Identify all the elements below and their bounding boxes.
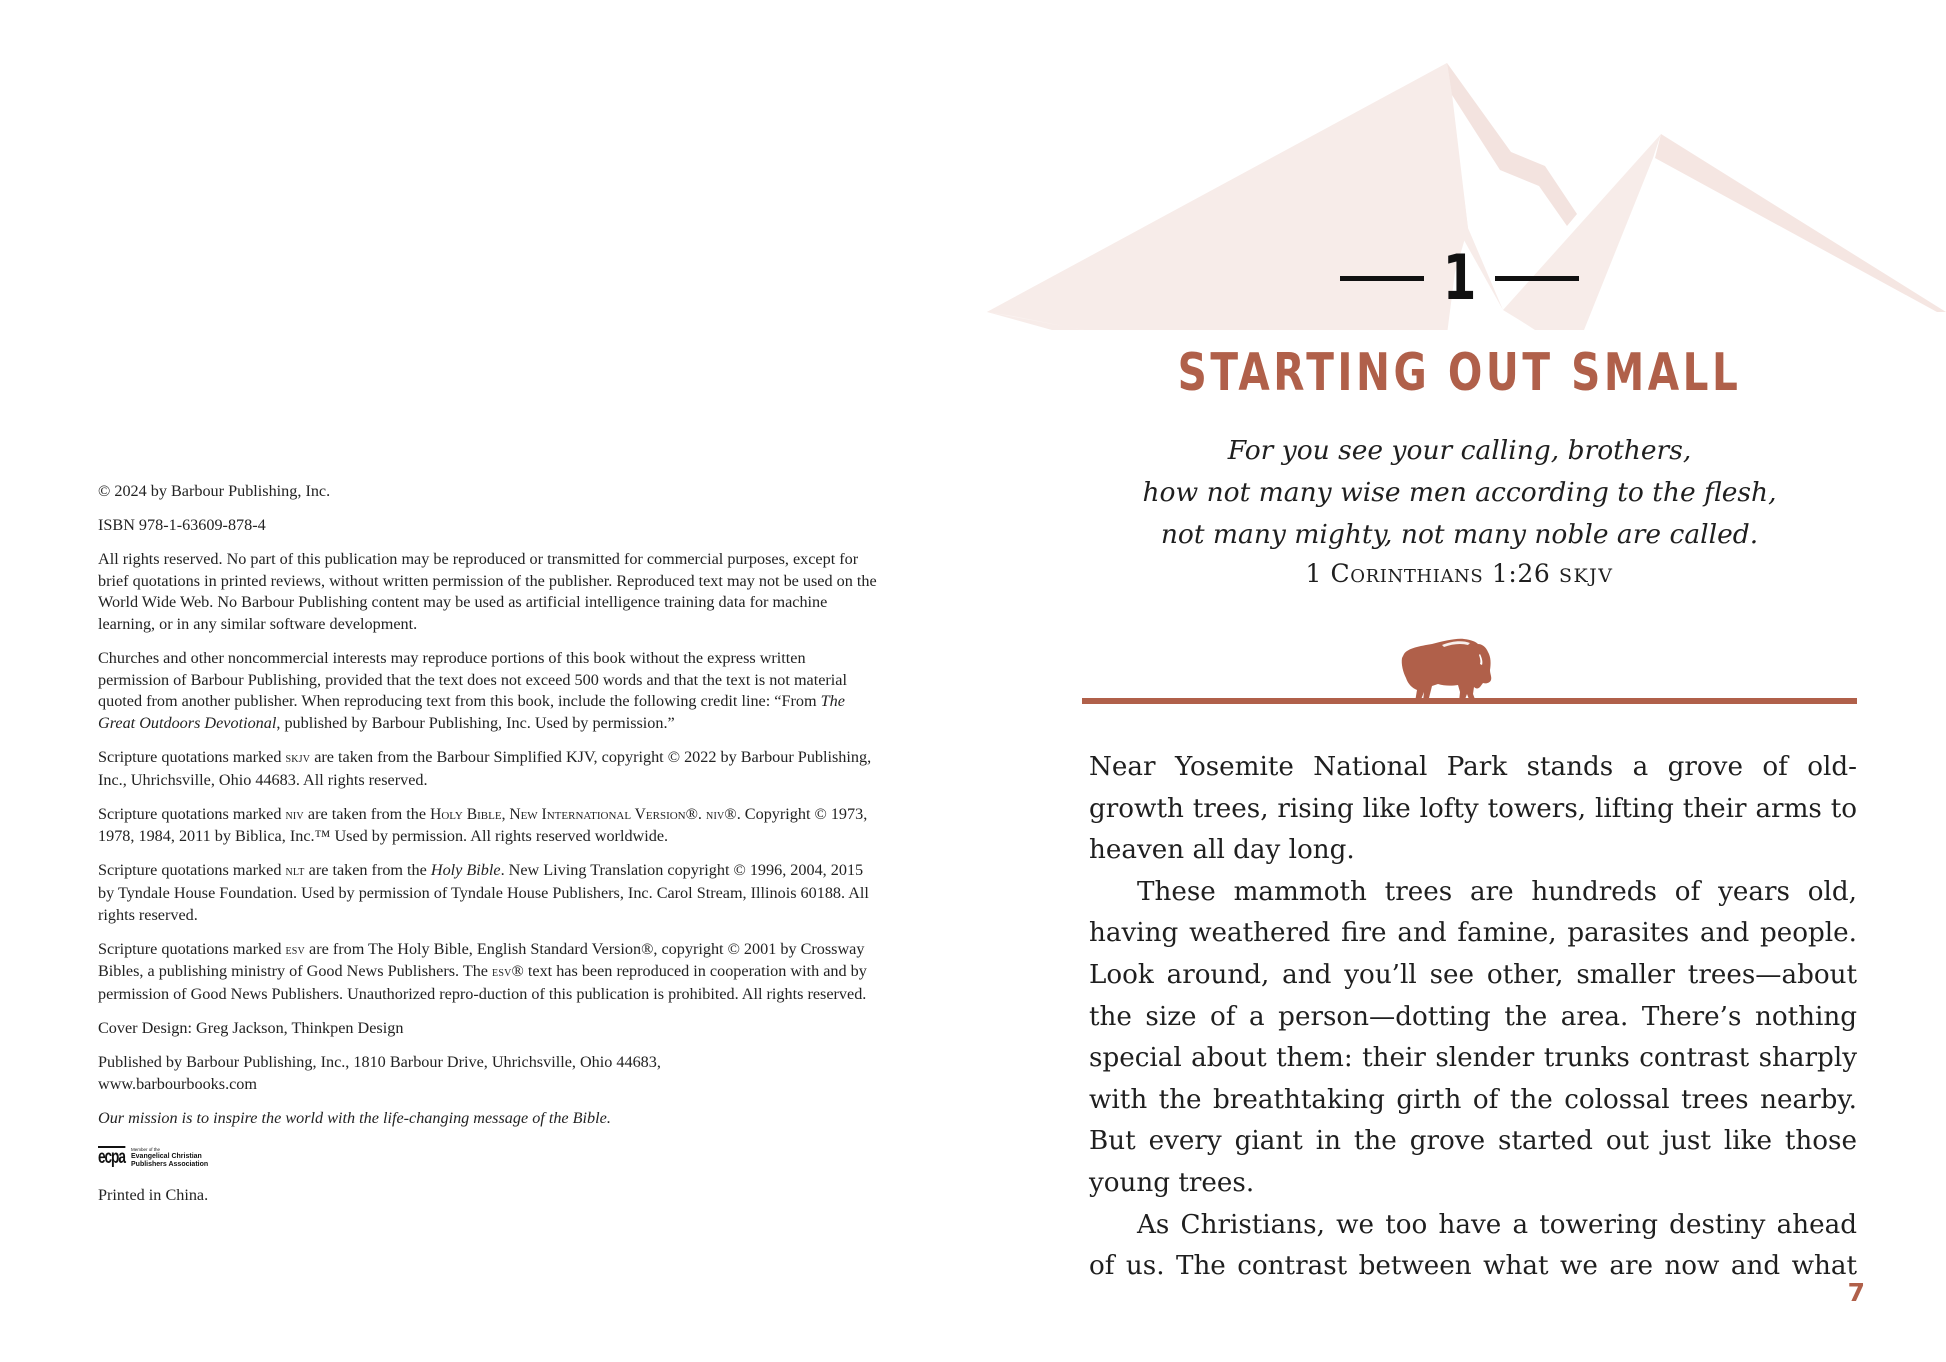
body-paragraph: Near Yosemite National Park stands a grove of old-growth trees, rising like lofty towers, lifting their arms to heaven all day long.	[1089, 752, 1857, 866]
copyright-block	[98, 481, 878, 1219]
printed-in: Printed in China.	[98, 1185, 209, 1204]
niv-notice: Scripture quotations marked niv are taken from the Holy Bible, New International Version®. niv®. Copyright © 1973, 1978, 1984, 2011 by Biblica, Inc.™ Used by permission. All rights reserved worldwide.	[98, 804, 868, 846]
verse-reference: 1 Corinthians 1:26 SKJV	[1305, 559, 1614, 589]
dash-left	[1340, 276, 1424, 281]
verse-line: not many mighty, not many noble are called.	[1160, 518, 1759, 550]
epigraph-verse	[973, 430, 1946, 595]
chapter-body	[1089, 747, 1857, 1288]
skjv-notice: Scripture quotations marked skjv are taken from the Barbour Simplified KJV, copyright © 2022 by Barbour Publishing, Inc., Uhrichsville, Ohio 44683. All rights reserved.	[98, 747, 872, 789]
book-title: The Great Outdoors Devotional	[98, 692, 845, 732]
chapter-number: 1	[973, 246, 1946, 310]
ecpa-logo-text: Member of the Evangelical Christian Publishers Association	[131, 1146, 209, 1168]
mission-statement: Our mission is to inspire the world with the life-changing message of the Bible.	[98, 1108, 611, 1127]
publisher-info: Published by Barbour Publishing, Inc., 1810 Barbour Drive, Uhrichsville, Ohio 44683, www.barbourbooks.com	[98, 1052, 661, 1093]
divider-line	[1082, 698, 1857, 704]
ecpa-logo	[98, 1142, 878, 1172]
rights-statement: All rights reserved. No part of this publication may be reproduced or transmitted for commercial purposes, except for brief quotations in printed reviews, without written permission of the publisher. Reproduced text may not be used on the World Wide Web. No Barbour Publishing content may be used as artificial intelligence training data for machine learning, or in any similar software development.	[98, 550, 877, 633]
ecpa-logo-icon: ecpa	[98, 1146, 125, 1168]
esv-notice: Scripture quotations marked esv are from The Holy Bible, English Standard Version®, copyright © 2001 by Crossway Bibles, a publishing ministry of Good News Publishers. The esv® text has been reproduced in cooperation with and by permission of Good News Publishers. Unauthorized repro-duction of this publication is prohibited. All rights reserved.	[98, 939, 867, 1003]
section-divider	[1082, 632, 1857, 708]
bison-icon	[1398, 638, 1496, 702]
right-page-chapter	[973, 0, 1946, 1362]
verse-line: For you see your calling, brothers,	[1227, 435, 1692, 466]
isbn: ISBN 978-1-63609-878-4	[98, 516, 266, 535]
page-number: 7	[1847, 1278, 1865, 1307]
publisher-website: www.barbourbooks.com	[98, 1074, 257, 1093]
cover-design-credit: Cover Design: Greg Jackson, Thinkpen Design	[98, 1018, 404, 1037]
copyright-line: © 2024 by Barbour Publishing, Inc.	[98, 482, 331, 500]
verse-line: how not many wise men according to the flesh,	[1142, 476, 1777, 508]
chapter-title: STARTING OUT SMALL	[1177, 343, 1742, 403]
body-paragraph: These mammoth trees are hundreds of years old, having weathered fire and famine, parasites and people. Look around, and you’ll see other, smaller trees—about the size of a person—dotting the area. There’s nothing special about them: their slender trunks contrast sharply with the breathtaking girth of the colossal trees nearby. But every giant in the grove started out just like those young trees.	[1089, 876, 1857, 1198]
body-paragraph: As Christians, we too have a towering destiny ahead of us. The contrast between what we are now and what	[1089, 1209, 1857, 1282]
dash-right	[1495, 276, 1579, 281]
nlt-notice: Scripture quotations marked nlt are taken from the Holy Bible. New Living Translation copyright © 1996, 2004, 2015 by Tyndale House Foundation. Used by permission of Tyndale House Publishers, Inc. Carol Stream, Illinois 60188. All rights reserved.	[98, 861, 869, 924]
reproduction-permission: Churches and other noncommercial interests may reproduce portions of this book without the express written permission of Barbour Publishing, provided that the text does not exceed 500 words and that the text is not material quoted from another publisher. When reproducing text from this book, include the following credit line: “From The Great Outdoors Devotional, published by Barbour Publishing, Inc. Used by permission.”	[98, 649, 847, 732]
